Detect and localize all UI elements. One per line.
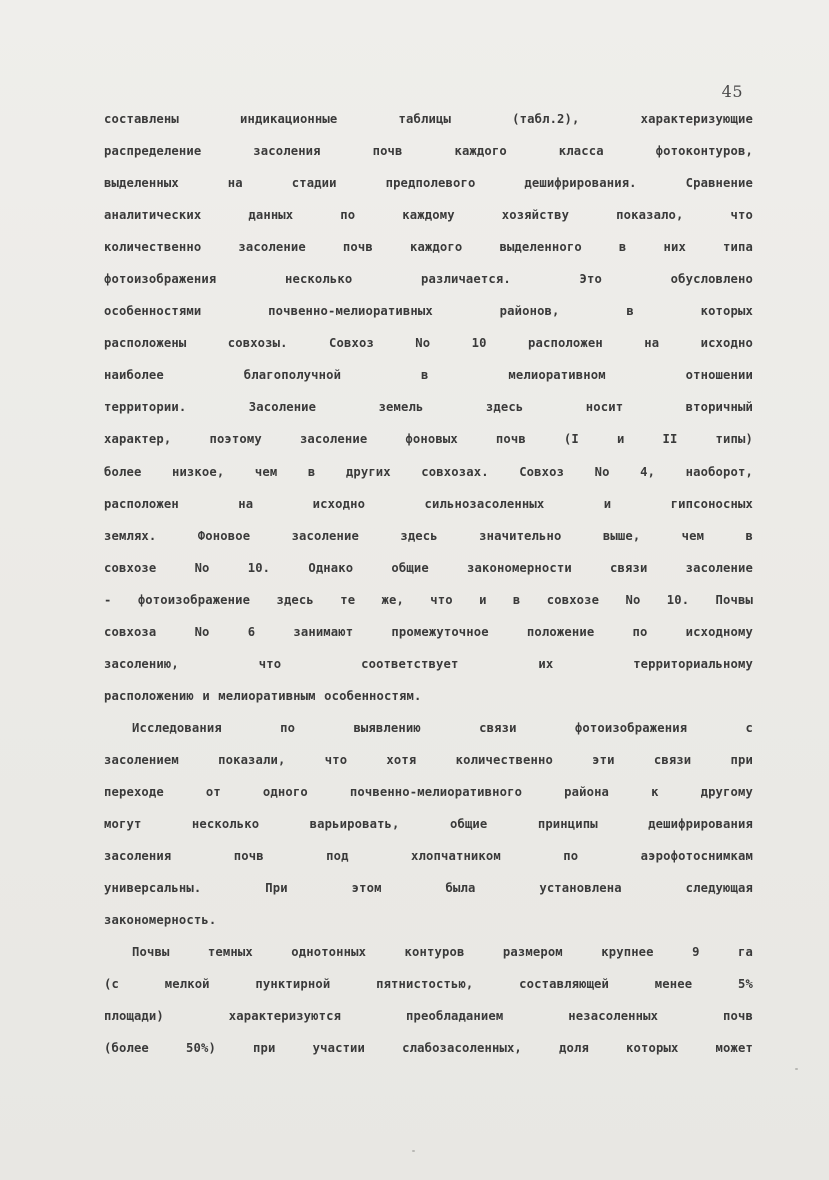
text-line: могут несколько варьировать, общие принципы дешифрирования [104, 817, 753, 832]
text-line: расположены совхозы. Совхоз No 10 расположен на исходно [104, 336, 753, 351]
text-line: Почвы темных однотонных контуров размером крупнее 9 га [132, 945, 753, 960]
text-line: засолением показали, что хотя количественно эти связи при [104, 752, 753, 767]
text-line: более низкое, чем в других совхозах. Совхоз No 4, наоборот, [104, 464, 753, 479]
text-line: характер, поэтому засоление фоновых почв (I и II типы) [104, 432, 753, 447]
text-line: особенностями почвенно-мелиоративных районов, в которых [104, 304, 753, 319]
text-line: совхозе No 10. Однако общие закономерности связи засоление [104, 560, 753, 575]
text-line: составлены индикационные таблицы (табл.2), характеризующие [104, 112, 753, 126]
text-line: засолению, что соответствует их территориальному [104, 656, 753, 671]
text-line: закономерность. [104, 913, 217, 928]
text-line: универсальны. При этом была установлена следующая [104, 881, 753, 896]
text-line: переходе от одного почвенно-мелиоративного района к другому [104, 784, 753, 799]
page-number: 45 [721, 82, 743, 101]
text-line: аналитических данных по каждому хозяйству показало, что [104, 208, 753, 223]
text-line: фотоизображения несколько различается. Это обусловлено [104, 272, 753, 287]
text-line: (с мелкой пунктирной пятнистостью, составляющей менее 5% [104, 977, 753, 992]
text-line: Исследования по выявлению связи фотоизображения с [132, 720, 753, 735]
text-line: (более 50%) при участии слабозасоленных, доля которых может [104, 1041, 753, 1056]
text-line: засоления почв под хлопчатником по аэрофотоснимкам [104, 849, 753, 864]
text-line: территории. Засоление земель здесь носит вторичный [104, 400, 753, 415]
text-line: расположению и мелиоративным особенностям. [104, 688, 422, 703]
text-line: совхоза No 6 занимают промежуточное положение по исходному [104, 624, 753, 639]
text-line: расположен на исходно сильнозасоленных и гипсоносных [104, 496, 753, 511]
text-line: распределение засоления почв каждого класса фотоконтуров, [104, 144, 753, 159]
paper-speck [795, 1068, 798, 1070]
text-line: количественно засоление почв каждого выделенного в них типа [104, 240, 753, 255]
text-line: площади) характеризуются преобладанием незасоленных почв [104, 1009, 753, 1024]
text-line: землях. Фоновое засоление здесь значительно выше, чем в [104, 528, 753, 543]
paper-speck [412, 1150, 415, 1152]
text-line: наиболее благополучной в мелиоративном отношении [104, 368, 753, 383]
text-line: выделенных на стадии предполевого дешифрирования. Сравнение [104, 176, 753, 191]
body-text [104, 103, 753, 1064]
text-line: - фотоизображение здесь те же, что и в совхозе No 10. Почвы [104, 592, 753, 607]
